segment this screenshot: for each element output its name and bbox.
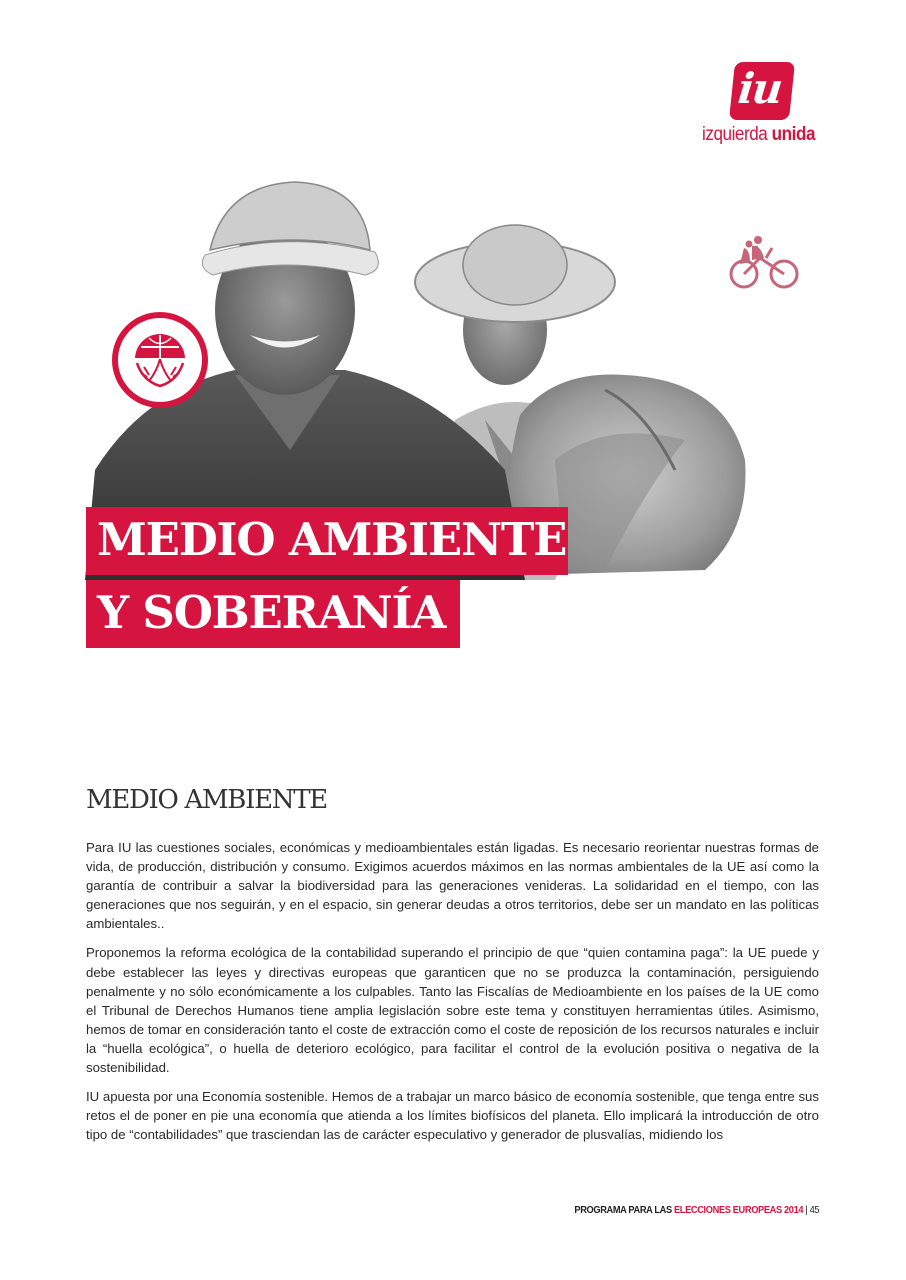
izquierda-unida-logo	[702, 58, 827, 148]
paragraph: Para IU las cuestiones sociales, económicas y medioambientales están ligadas. Es necesario reorientar nuestras formas de vida, de producción, distribución y consumo. Exigimos acuerdos máximos en las normas ambientales de la UE así como la garantía de contribuir a salvar la biodiversidad para las generaciones venideras. La solidaridad en el tiempo, con las generaciones que nos seguirán, y en el espacio, sin generar deudas a otros territorios, debe ser un mandato en las políticas ambientales..	[86, 840, 819, 932]
page-title-line-2: Y SOBERANÍA	[86, 580, 460, 648]
logo-name-light: izquierda	[702, 124, 768, 145]
page-number: 45	[809, 1204, 819, 1216]
paragraph: Proponemos la reforma ecológica de la contabilidad superando el principio de que “quien contamina paga”: la UE puede y debe establecer las leyes y directivas europeas que garanticen que no se produzca la contaminación, persiguiendo penalmente y no sólo económicamente a los culpables. Tanto las Fiscalías de Medioambiente en los países de la UE como el Tribunal de Derechos Humanos tiene amplia legislación sobre este tema y constituyen herramientas útiles. Asimismo, hemos de tomar en consideración tanto el coste de extracción como el coste de reposición de los recursos naturales e incluir la “huella ecológica”, o huella de deterioro ecológico, para facilitar el control de la evolución positiva o negativa de la sostenibilidad.	[86, 945, 819, 1076]
body-text	[86, 838, 819, 1154]
logo-mark-text: iu	[735, 64, 784, 113]
page-footer	[574, 1204, 819, 1216]
iu-logo-mark	[729, 62, 795, 120]
paragraph: IU apuesta por una Economía sostenible. Hemos de a trabajar un marco básico de economía sostenible, que tenga entre sus retos el de poner en pie una economía que atienda a los límites biofísicos del planeta. Ello implicará la introducción de otro tipo de “contabilidades” que trasciendan las de carácter especulativo y generador de plusvalías, midiendo los	[86, 1089, 819, 1143]
footer-separator: |	[802, 1204, 810, 1216]
globe-roots-icon	[112, 312, 208, 408]
globe-roots-glyph	[129, 329, 191, 391]
bicycle-riders-glyph	[722, 228, 804, 294]
section-heading: MEDIO AMBIENTE	[86, 785, 327, 815]
page-title-line-1: MEDIO AMBIENTE	[86, 507, 568, 575]
footer-accent: ELECCIONES EUROPEAS 2014	[673, 1204, 803, 1216]
logo-name-bold: unida	[771, 124, 816, 145]
footer-prefix: PROGRAMA PARA LAS	[574, 1204, 674, 1216]
bicycle-icon	[722, 228, 804, 294]
logo-wordmark	[702, 124, 815, 146]
